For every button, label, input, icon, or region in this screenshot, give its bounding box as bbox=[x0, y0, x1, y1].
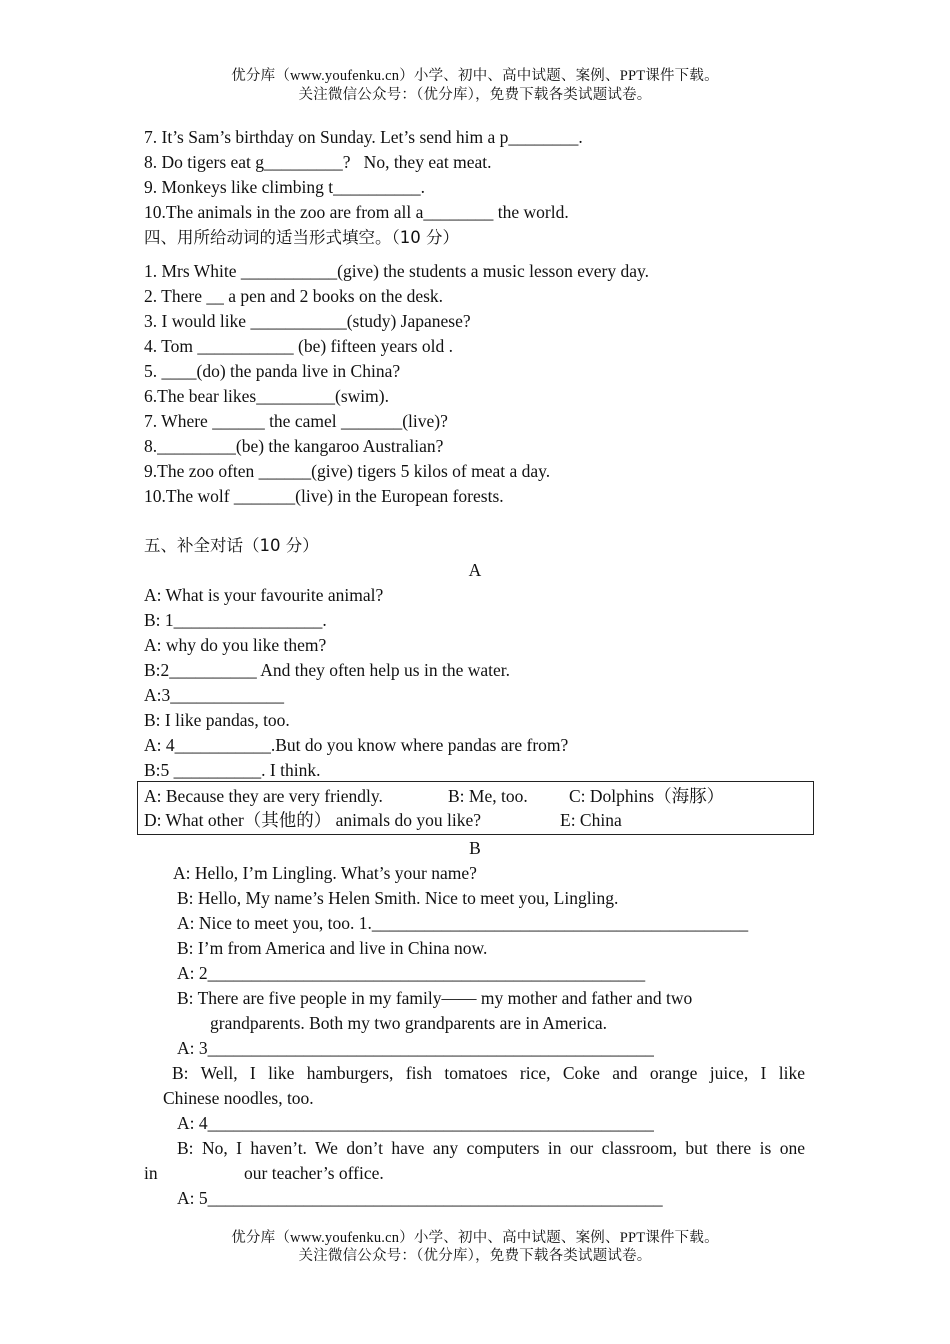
option-a: A: Because they are very friendly. bbox=[144, 786, 383, 806]
dialog-b-line-11: A: 5____________________________________________________ bbox=[177, 1188, 663, 1208]
s4-item-3: 3. I would like ___________(study) Japanese? bbox=[144, 311, 471, 331]
s4-item-1: 1. Mrs White ___________(give) the students a music lesson every day. bbox=[144, 261, 649, 281]
dialog-b-line-8: B: Well, I like hamburgers, fish tomatoes rice, Coke and orange juice, I like bbox=[172, 1063, 805, 1083]
s4-item-5: 5. ____(do) the panda live in China? bbox=[144, 361, 401, 381]
part-b-label: B bbox=[469, 838, 481, 858]
s4-item-10: 10.The wolf _______(live) in the European forests. bbox=[144, 486, 504, 506]
dialog-b-line-8-cont: Chinese noodles, too. bbox=[163, 1088, 314, 1108]
footer-line-2: 关注微信公众号：（优分库），免费下载各类试题试卷。 bbox=[298, 1248, 652, 1264]
dialog-a-line-6: B: I like pandas, too. bbox=[144, 710, 290, 730]
s4-item-6: 6.The bear likes_________(swim). bbox=[144, 386, 389, 406]
footer-line-1: 优分库（www.youfenku.cn）小学、初中、高中试题、案例、PPT课件下载。 bbox=[231, 1230, 719, 1246]
dialog-a-line-7: A: 4___________.But do you know where pandas are from? bbox=[144, 735, 569, 755]
question-8: 8. Do tigers eat g_________? No, they eat meat. bbox=[144, 152, 492, 172]
dialog-a-line-2: B: 1_________________. bbox=[144, 610, 327, 630]
option-d: D: What other（其他的） animals do you like? bbox=[144, 810, 481, 830]
option-b: B: Me, too. bbox=[448, 786, 528, 806]
dialog-a-line-5: A:3_____________ bbox=[144, 685, 284, 705]
dialog-b-line-6-cont: grandparents. Both my two grandparents are in America. bbox=[210, 1013, 608, 1033]
question-10: 10.The animals in the zoo are from all a________ the world. bbox=[144, 202, 569, 222]
dialog-b-line-2: B: Hello, My name’s Helen Smith. Nice to meet you, Lingling. bbox=[177, 888, 619, 908]
question-9: 9. Monkeys like climbing t__________. bbox=[144, 177, 425, 197]
dialog-b-line-3: A: Nice to meet you, too. 1.___________________________________________ bbox=[177, 913, 749, 933]
dialog-a-line-4: B:2__________ And they often help us in the water. bbox=[144, 660, 510, 680]
s4-item-4: 4. Tom ___________ (be) fifteen years old . bbox=[144, 336, 454, 356]
s4-item-9: 9.The zoo often ______(give) tigers 5 kilos of meat a day. bbox=[144, 461, 551, 481]
header-line-1: 优分库（www.youfenku.cn）小学、初中、高中试题、案例、PPT课件下载。 bbox=[231, 68, 719, 84]
section-5-title: 五、补全对话（10 分） bbox=[144, 536, 319, 555]
dialog-b-line-7: A: 3___________________________________________________ bbox=[177, 1038, 654, 1058]
dialog-b-line-4: B: I’m from America and live in China now. bbox=[177, 938, 488, 958]
part-a-label: A bbox=[468, 560, 482, 580]
header-line-2: 关注微信公众号：（优分库），免费下载各类试题试卷。 bbox=[298, 87, 652, 103]
dialog-b-line-1: A: Hello, I’m Lingling. What’s your name? bbox=[173, 863, 477, 883]
option-e: E: China bbox=[560, 810, 622, 830]
dialog-b-line-10-in: in bbox=[144, 1163, 158, 1183]
question-7: 7. It’s Sam’s birthday on Sunday. Let’s send him a p________. bbox=[144, 127, 583, 147]
s4-item-2: 2. There __ a pen and 2 books on the desk. bbox=[144, 286, 444, 306]
dialog-a-line-1: A: What is your favourite animal? bbox=[144, 585, 384, 605]
options-box bbox=[137, 781, 814, 835]
dialog-b-line-10-cont: our teacher’s office. bbox=[244, 1163, 384, 1183]
dialog-b-line-10: B: No, I haven’t. We don’t have any computers in our classroom, but there is one bbox=[177, 1138, 805, 1158]
s4-item-8: 8._________(be) the kangaroo Australian? bbox=[144, 436, 444, 456]
option-c: C: Dolphins（海豚） bbox=[569, 786, 725, 806]
dialog-b-line-5: A: 2__________________________________________________ bbox=[177, 963, 646, 983]
dialog-a-line-8: B:5 __________. I think. bbox=[144, 760, 321, 780]
section-4-title: 四、用所给动词的适当形式填空。（10 分） bbox=[144, 228, 459, 247]
dialog-b-line-9: A: 4___________________________________________________ bbox=[177, 1113, 654, 1133]
s4-item-7: 7. Where ______ the camel _______(live)? bbox=[144, 411, 448, 431]
dialog-b-line-6: B: There are five people in my family—— my mother and father and two bbox=[177, 988, 693, 1008]
dialog-a-line-3: A: why do you like them? bbox=[144, 635, 327, 655]
